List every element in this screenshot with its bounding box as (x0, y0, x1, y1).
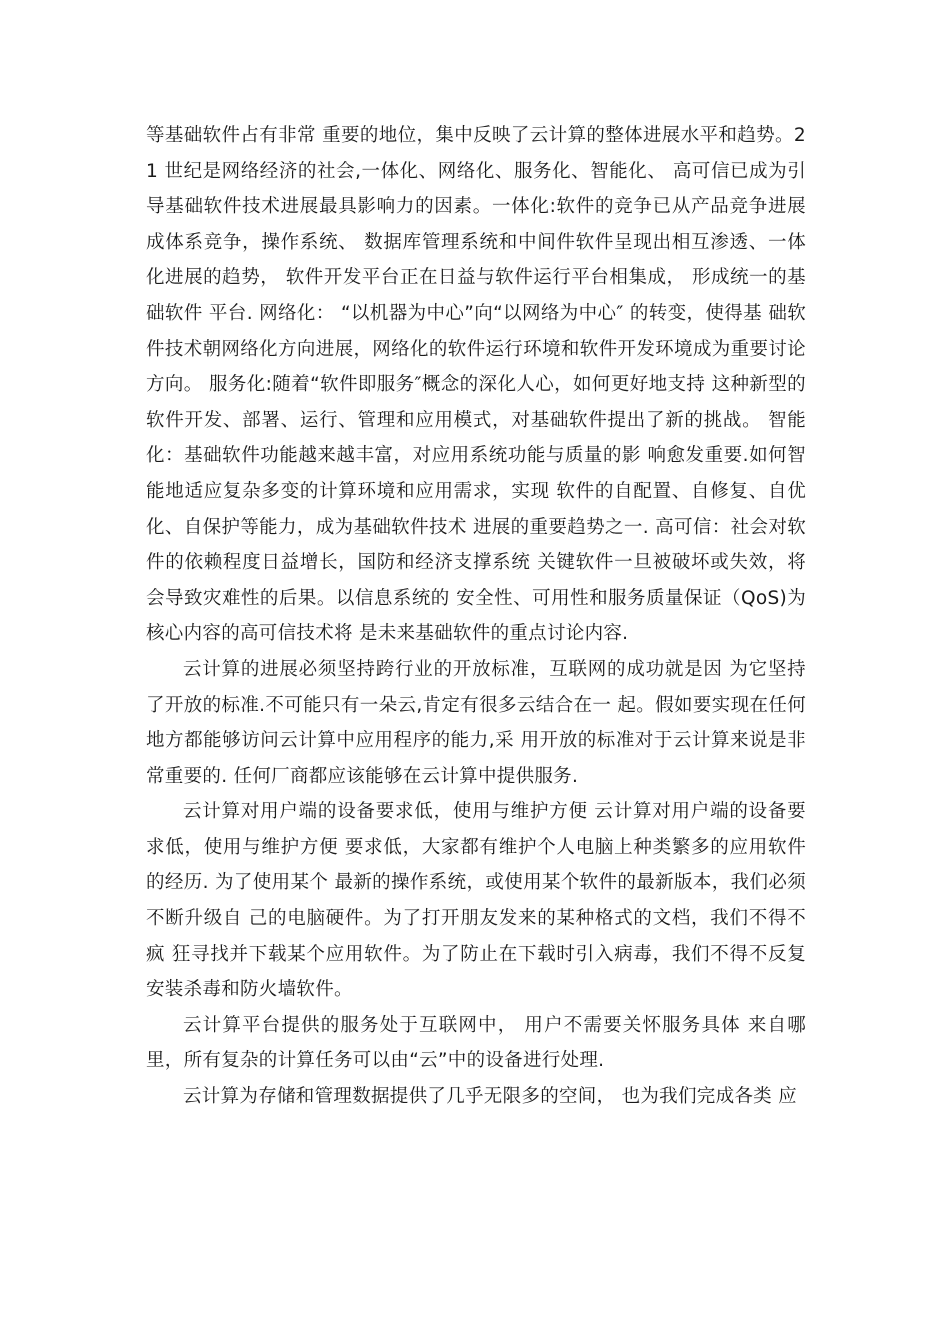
document-body (146, 118, 806, 1115)
paragraph-3: 云计算对用户端的设备要求低，使用与维护方便 云计算对用户端的设备要求低，使用与维护方便 要求低，大家都有维护个人电脑上种类繁多的应用软件的经历. 为了使用某个 最新的操作系统，或使用某个软件的最新版本，我们必须不断升级自 己的电脑硬件。为了打开朋友发来的某种格式的文档，我们不得不疯 狂寻找并下载某个应用软件。为了防止在下载时引入病毒，我们不得不反复安装杀毒和防火墙软件。 (146, 801, 806, 1001)
paragraph-1: 等基础软件占有非常 重要的地位，集中反映了云计算的整体进展水平和趋势。21 世纪是网络经济的社会,一体化、网络化、服务化、智能化、 高可信已成为引导基础软件技术进展最具影响力的因素。一体化:软件的竞争已从产品竞争进展成体系竞争，操作系统、 数据库管理系统和中间件软件呈现出相互渗透、一体化进展的趋势， 软件开发平台正在日益与软件运行平台相集成， 形成统一的基础软件 平台. 网络化： “以机器为中心”向“以网络为中心″ 的转变，使得基 础软件技术朝网络化方向进展，网络化的软件运行环境和软件开发环境成为重要讨论方向。 服务化:随着“软件即服务″概念的深化人心，如何更好地支持 这种新型的软件开发、部署、运行、管理和应用模式，对基础软件提出了新的挑战。 智能化：基础软件功能越来越丰富，对应用系统功能与质量的影 响愈发重要.如何智能地适应复杂多变的计算环境和应用需求，实现 软件的自配置、自修复、自优化、自保护等能力，成为基础软件技术 进展的重要趋势之一. 高可信：社会对软件的依赖程度日益增长，国防和经济支撑系统 关键软件一旦被破坏或失效，将会导致灾难性的后果。以信息系统的 安全性、可用性和服务质量保证（QoS)为核心内容的高可信技术将 是未来基础软件的重点讨论内容. (146, 125, 806, 645)
paragraph-5: 云计算为存储和管理数据提供了几乎无限多的空间， 也为我们完成各类 应 (183, 1086, 797, 1108)
paragraph-2: 云计算的进展必须坚持跨行业的开放标准，互联网的成功就是因 为它坚持了开放的标准.不可能只有一朵云,肯定有很多云结合在一 起。假如要实现在任何地方都能够访问云计算中应用程序的能力,采 用开放的标准对于云计算来说是非常重要的. 任何厂商都应该能够在云计算中提供服务. (146, 658, 806, 787)
paragraph-4: 云计算平台提供的服务处于互联网中， 用户不需要关怀服务具体 来自哪里，所有复杂的计算任务可以由“云”中的设备进行处理. (146, 1014, 806, 1072)
